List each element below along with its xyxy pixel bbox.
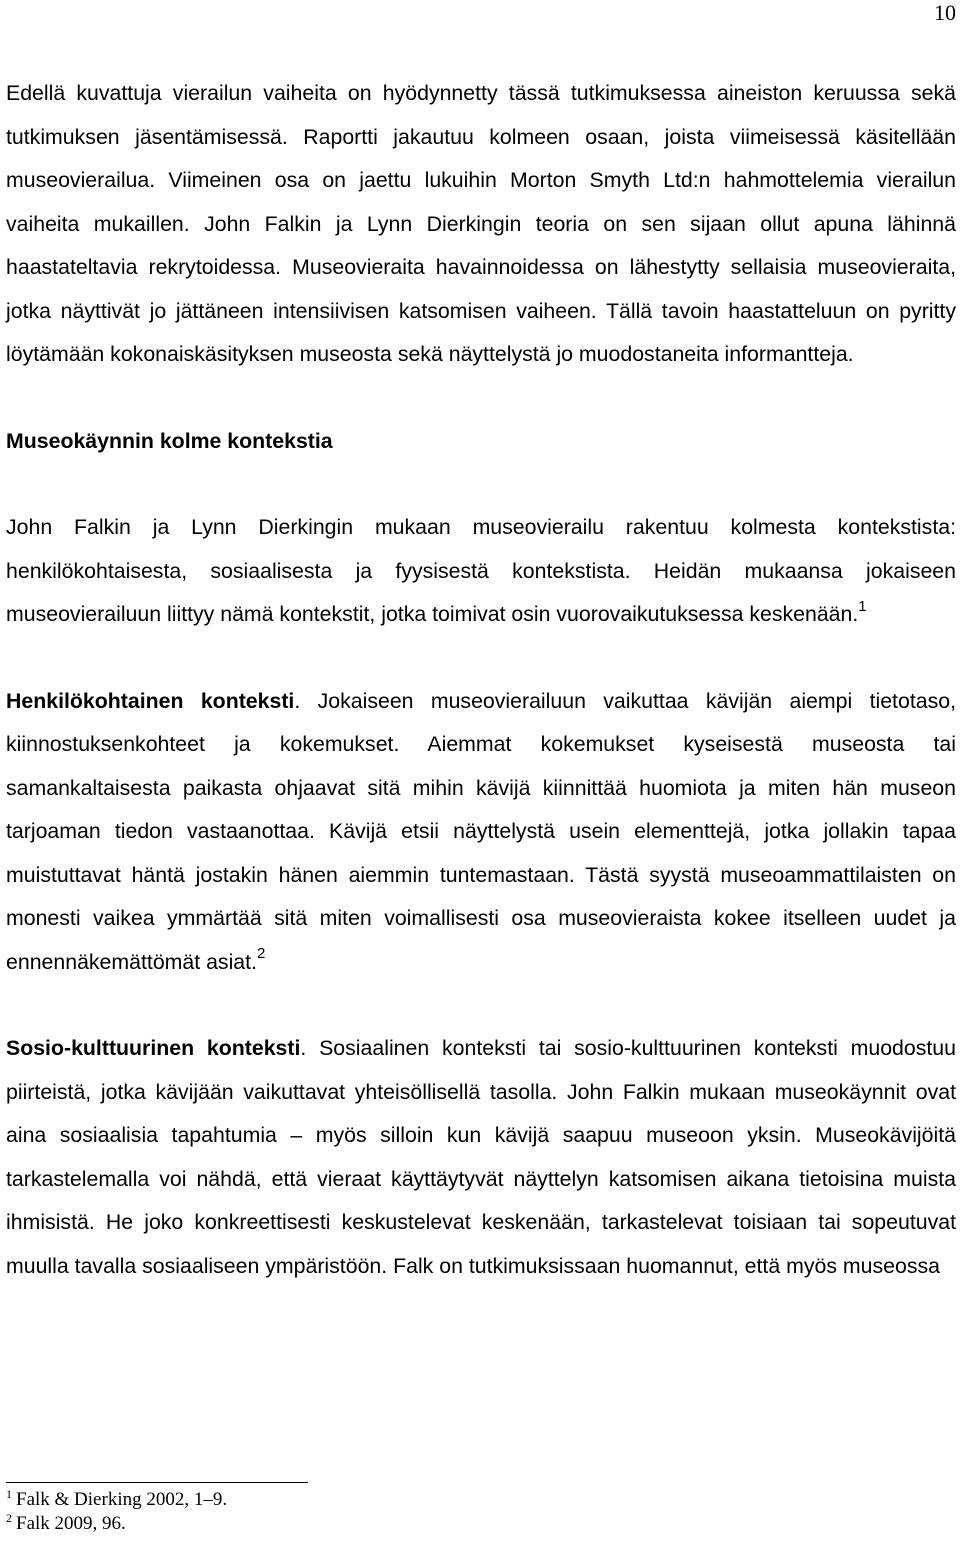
body-text xyxy=(6,72,956,1288)
social-context-text: . Sosiaalinen konteksti tai sosio-kulttuurinen konteksti muodostuu piirteistä, jotka kävijään vaikuttavat yhteisöllisellä tasolla. John Falkin mukaan museokäynnit ovat aina sosiaalisia tapahtumia – myös silloin kun kävijä saapuu museoon yksin. Museokävijöitä tarkastelemalla voi nähdä, että vieraat käyttäytyvät näyttelyn katsomisen aikana tietoisina muista ihmisistä. He joko konkreettisesti keskustelevat keskenään, tarkastelevat toisiaan tai sopeutuvat muulla tavalla sosiaaliseen ympäristöön. Falk on tutkimuksissaan huomannut, että myös museossa xyxy=(6,1036,956,1278)
personal-context-lead: Henkilökohtainen konteksti xyxy=(6,688,295,713)
footnote-text: Falk 2009, 96. xyxy=(16,1513,126,1534)
footnote-mark: 2 xyxy=(6,1510,12,1525)
footnote-1 xyxy=(6,1488,227,1512)
personal-context-paragraph xyxy=(6,680,956,985)
personal-context-text: . Jokaiseen museovierailuun vaikuttaa kävijän aiempi tietotaso, kiinnostuksenkohteet ja kokemukset. Aiemmat kokemukset kyseisestä museosta tai samankaltaisesta paikasta ohjaavat sitä mihin kävijä kiinnittää huomiota ja miten hän museon tarjoaman tiedon vastaanottaa. Kävijä etsii näyttelystä usein elementtejä, jotka jollakin tapaa muistuttavat häntä jostakin hänen aiemmin tuntemastaan. Tästä syystä museoammattilaisten on monesti vaikea ymmärtää sitä miten voimallisesti osa museovieraista kokee itselleen uudet ja ennennäkemättömät asiat. xyxy=(6,688,956,974)
social-context-paragraph xyxy=(6,1027,956,1288)
contexts-text: John Falkin ja Lynn Dierkingin mukaan museovierailu rakentuu kolmesta kontekstista: henkilökohtaisesta, sosiaalisesta ja fyysisestä kontekstista. Heidän mukaansa jokaiseen museovierailuun liittyy nämä kontekstit, jotka toimivat osin vuorovaikutuksessa keskenään. xyxy=(6,515,956,626)
page-number: 10 xyxy=(934,0,956,25)
footnotes xyxy=(6,1488,227,1536)
footnote-ref-1: 1 xyxy=(858,597,867,615)
footnote-ref-2: 2 xyxy=(257,945,266,963)
contexts-paragraph xyxy=(6,506,956,637)
intro-paragraph: Edellä kuvattuja vierailun vaiheita on hyödynnetty tässä tutkimuksessa aineiston keruussa sekä tutkimuksen jäsentämisessä. Raportti jakautuu kolmeen osaan, joista viimeisessä käsitellään museovierailua. Viimeinen osa on jaettu lukuihin Morton Smyth Ltd:n hahmottelemia vierailun vaiheita mukaillen. John Falkin ja Lynn Dierkingin teoria on sen sijaan ollut apuna lähinnä haastateltavia rekrytoidessa. Museovieraita havainnoidessa on lähestytty sellaisia museovieraita, jotka näyttivät jo jättäneen intensiivisen katsomisen vaiheen. Tällä tavoin haastatteluun on pyritty löytämään kokonaiskäsityksen museosta sekä näyttelystä jo muodostaneita informantteja. xyxy=(6,81,956,366)
footnote-text: Falk & Dierking 2002, 1–9. xyxy=(16,1489,228,1510)
footnote-mark: 1 xyxy=(6,1486,12,1501)
social-context-lead: Sosio-kulttuurinen konteksti xyxy=(6,1036,301,1060)
footnote-divider xyxy=(6,1482,308,1483)
section-heading: Museokäynnin kolme kontekstia xyxy=(6,428,333,453)
footnote-2 xyxy=(6,1512,227,1536)
